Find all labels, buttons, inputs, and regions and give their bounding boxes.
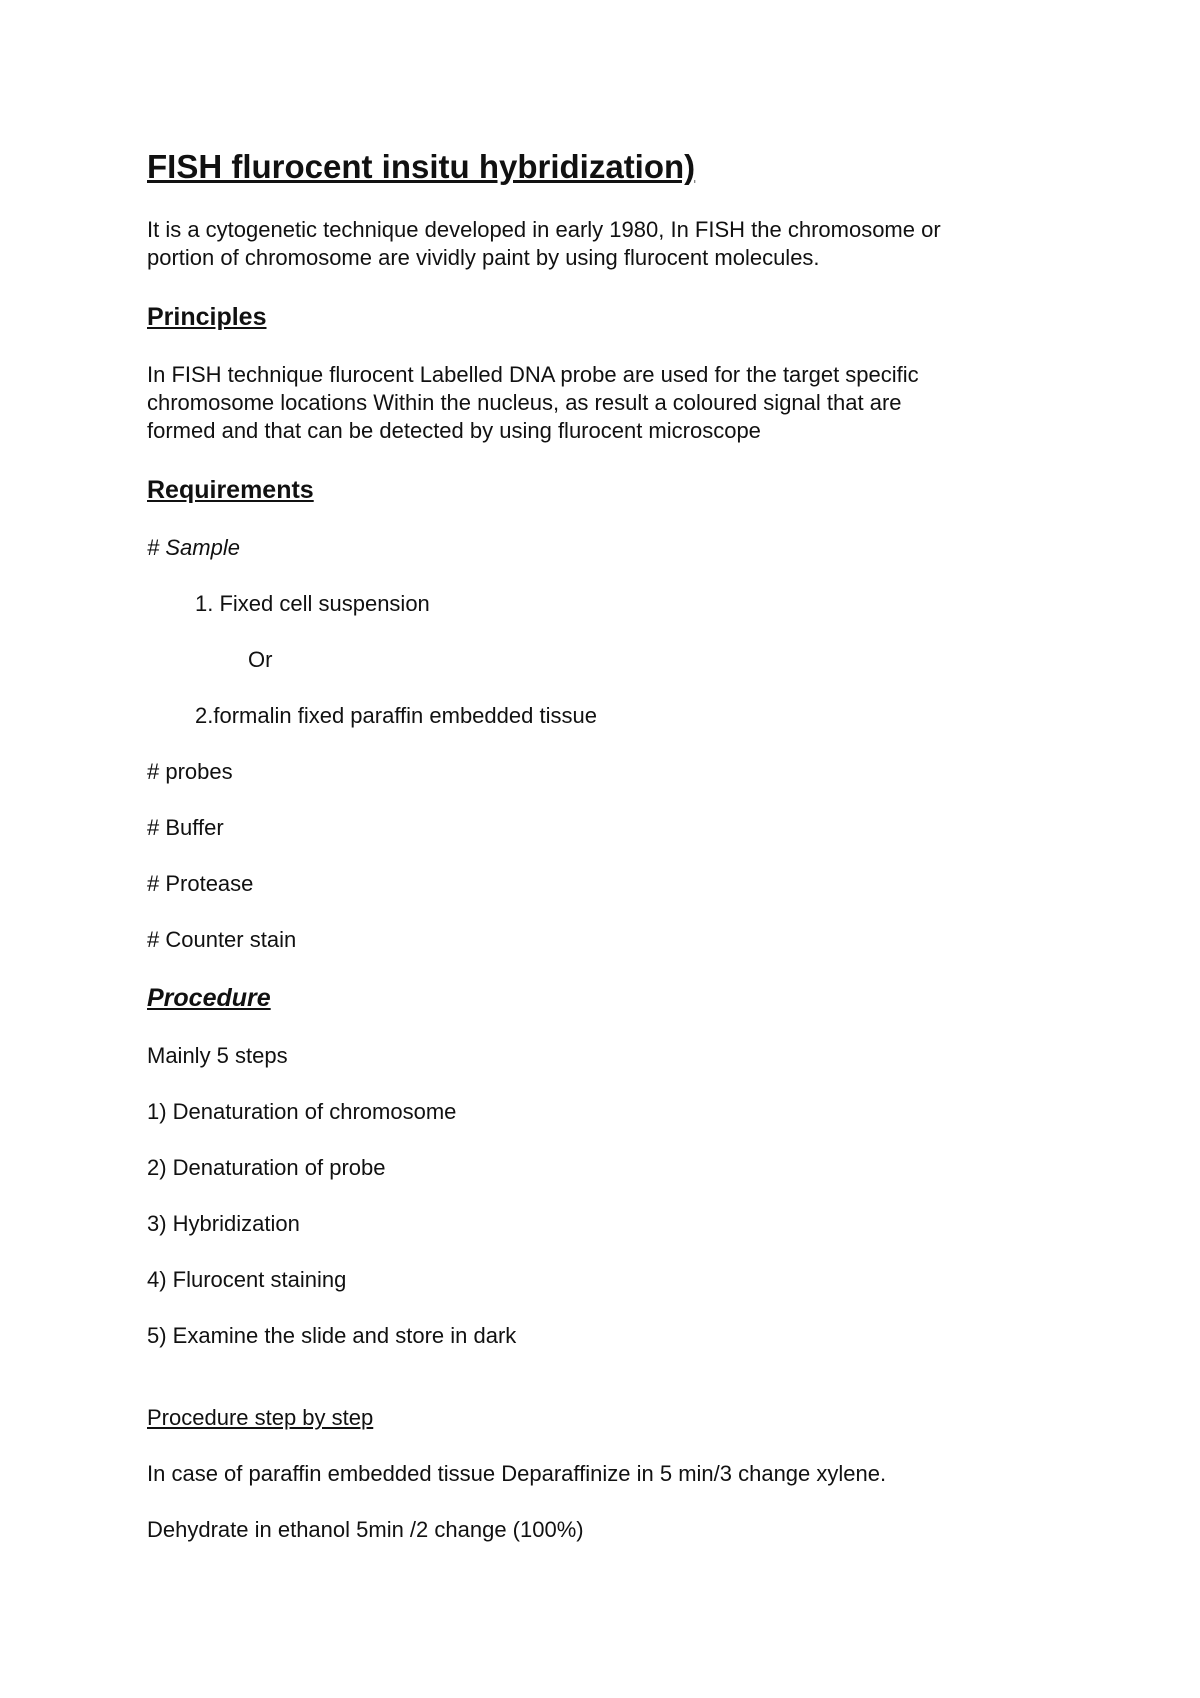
procedure-step-1: 1) Denaturation of chromosome xyxy=(147,1099,457,1124)
requirement-protease: # Protease xyxy=(147,871,254,896)
step-by-step-line-1: In case of paraffin embedded tissue Deparaffinize in 5 min/3 change xylene. xyxy=(147,1461,887,1486)
principles-line-2: chromosome locations Within the nucleus, as result a coloured signal that are xyxy=(147,390,902,415)
principles-line-3: formed and that can be detected by using flurocent microscope xyxy=(147,418,761,443)
procedure-step-2: 2) Denaturation of probe xyxy=(147,1155,386,1180)
procedure-step-3: 3) Hybridization xyxy=(147,1211,300,1236)
procedure-heading: Procedure xyxy=(147,984,271,1012)
principles-line-1: In FISH technique flurocent Labelled DNA probe are used for the target specific xyxy=(147,362,919,387)
requirement-probes: # probes xyxy=(147,759,233,784)
principles-heading: Principles xyxy=(147,303,267,331)
intro-line-1: It is a cytogenetic technique developed in early 1980, In FISH the chromosome or xyxy=(147,217,941,242)
step-by-step-heading: Procedure step by step xyxy=(147,1405,374,1430)
requirement-counter-stain: # Counter stain xyxy=(147,927,297,952)
procedure-step-5: 5) Examine the slide and store in dark xyxy=(147,1323,517,1348)
procedure-intro: Mainly 5 steps xyxy=(147,1043,288,1068)
sample-item-2: 2.formalin fixed paraffin embedded tissue xyxy=(195,703,597,728)
sample-label: # Sample xyxy=(147,535,240,560)
step-by-step-line-2: Dehydrate in ethanol 5min /2 change (100%) xyxy=(147,1517,584,1542)
sample-item-1: 1. Fixed cell suspension xyxy=(195,591,430,616)
requirement-buffer: # Buffer xyxy=(147,815,224,840)
document-title: FISH flurocent insitu hybridization) xyxy=(147,148,696,185)
sample-or: Or xyxy=(248,647,273,672)
requirements-heading: Requirements xyxy=(147,476,314,504)
procedure-step-4: 4) Flurocent staining xyxy=(147,1267,347,1292)
intro-line-2: portion of chromosome are vividly paint by using flurocent molecules. xyxy=(147,245,820,270)
